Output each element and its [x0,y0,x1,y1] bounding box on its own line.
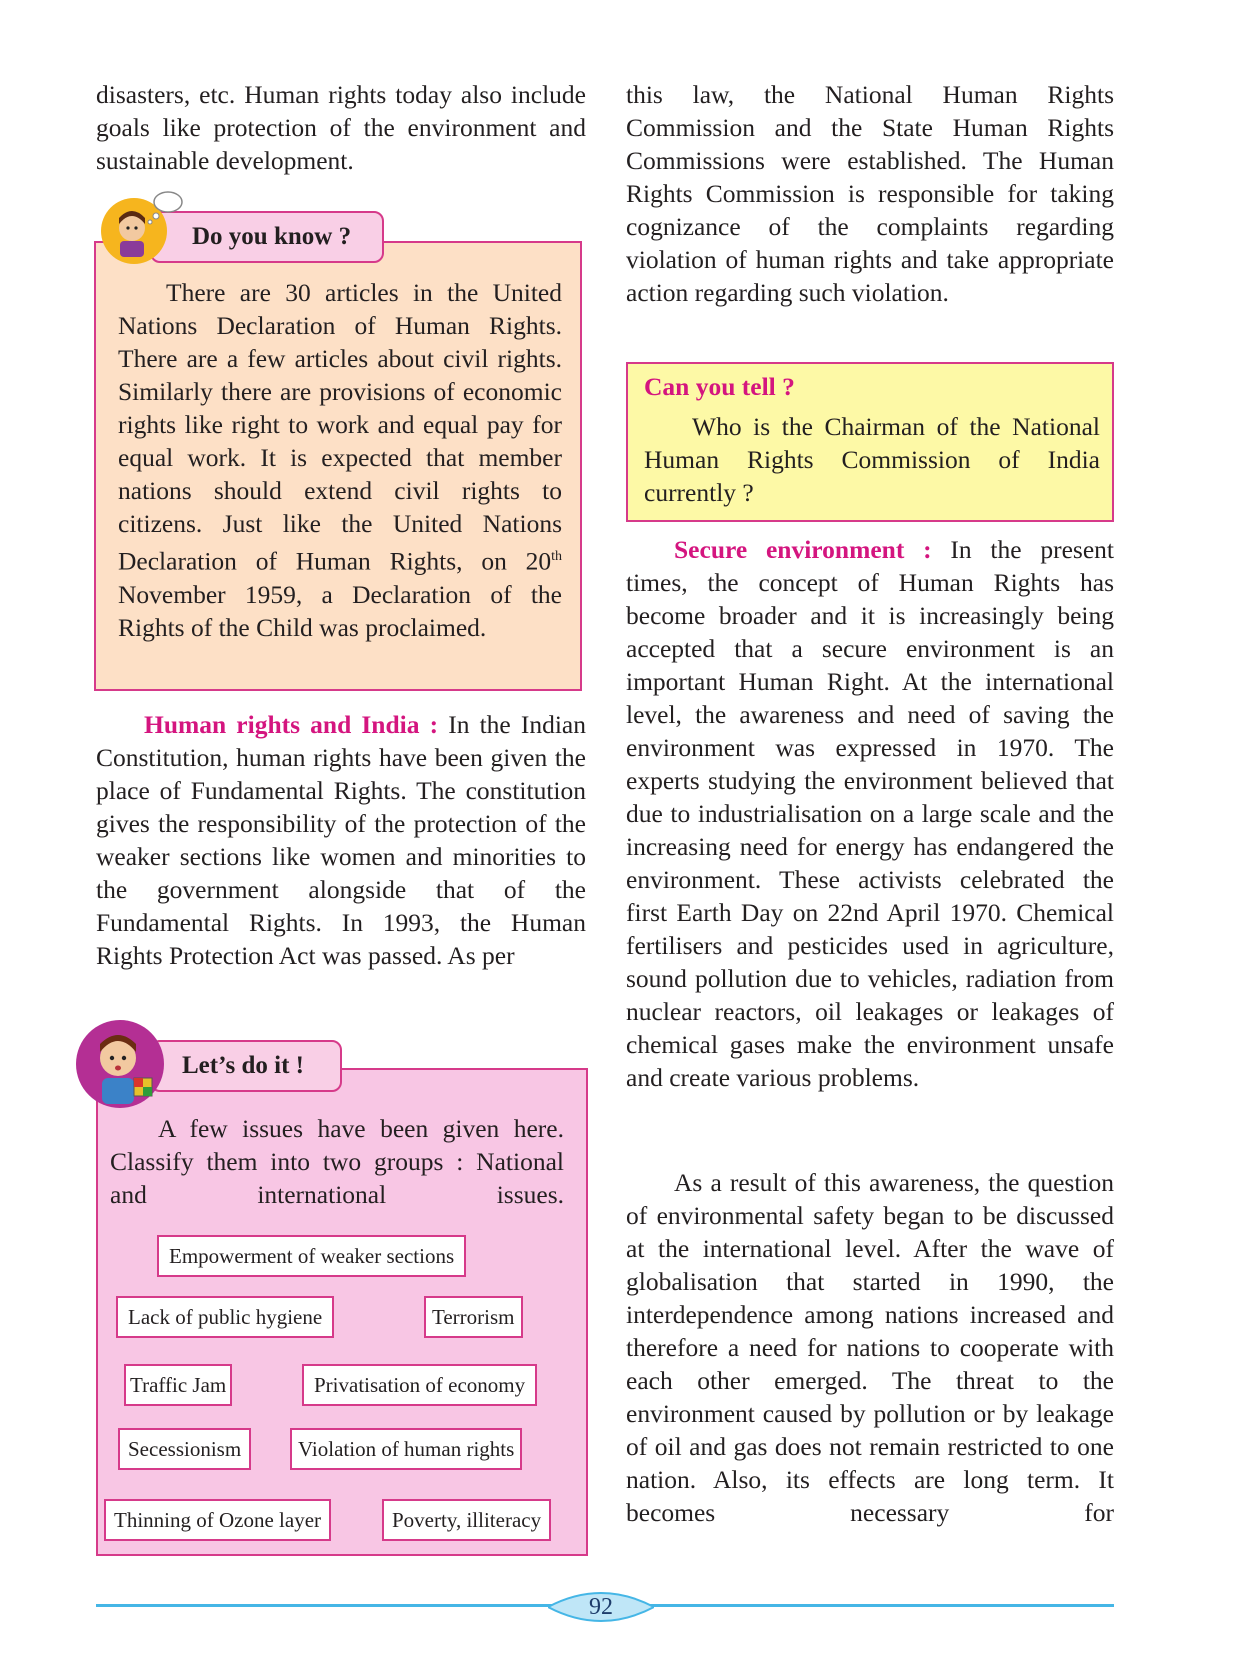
issue-violation-human-rights: Violation of human rights [290,1428,522,1470]
lets-do-it-title: Let’s do it ! [150,1040,342,1092]
secure-environment-paragraph: Secure environment : In the present times, the concept of Human Rights has become broader and it is increasingly being accepted that a secure environment is an important Human Right. At the international level, the awareness and need of saving the environment was expressed in 1970. The experts studying the environment believed that due to industrialisation on a large scale and the increasing need for energy has endangered the environment. These activists celebrated the first Earth Day on 22nd April 1970. Chemical fertilisers and pesticides used in agriculture, sound pollution due to vehicles, radiation from nuclear reactors, oil leakages or leakages of chemical gases make the environment unsafe and create various problems. [626,535,1115,1092]
can-you-tell-question: Who is the Chairman of the National Human Rights Commission of India currently ? [644,412,1100,507]
human-rights-india-heading: Human rights and India : [144,710,439,739]
issue-privatisation: Privatisation of economy [302,1364,537,1406]
issue-terrorism: Terrorism [424,1296,523,1338]
intro-paragraph: disasters, etc. Human rights today also include goals like protection of the environment and sustainable development. [96,80,586,175]
page-number: 92 [589,1594,613,1620]
footer-rule-right [644,1604,1114,1607]
lets-do-it-text: A few issues have been given here. Classify them into two groups : National and international issues. [110,1114,564,1209]
do-you-know-text: There are 30 articles in the United Nations Declaration of Human Rights. There are a few articles about civil rights. Similarly there are provisions of economic rights like right to work and equal pay for equal work. It is expected that member nations should extend civil rights to citizens. Just like the United Nations Declaration of Human Rights, on 20th November 1959, a Declaration of the Rights of the Child was proclaimed. [118,278,562,642]
can-you-tell-title: Can you tell ? [644,372,795,401]
issue-poverty-illiteracy: Poverty, illiteracy [382,1499,551,1541]
issue-empowerment: Empowerment of weaker sections [157,1235,466,1277]
secure-environment-heading: Secure environment : [674,535,932,564]
issue-traffic-jam: Traffic Jam [124,1364,232,1406]
issue-secessionism: Secessionism [118,1428,251,1470]
boy-with-cube-icon [72,1016,172,1116]
issue-ozone-layer: Thinning of Ozone layer [104,1499,331,1541]
issue-public-hygiene: Lack of public hygiene [116,1296,334,1338]
footer-rule-left [96,1604,558,1607]
commission-paragraph: this law, the National Human Rights Commission and the State Human Rights Commissions were established. The Human Rights Commission is responsible for taking cognizance of the complaints regarding violation of human rights and take appropriate action regarding such violation. [626,80,1114,307]
do-you-know-title: Do you know ? [150,211,384,263]
human-rights-india-paragraph: Human rights and India : In the Indian Constitution, human rights have been given the place of Fundamental Rights. The constitution gives the responsibility of the protection of the weaker sections like women and minorities to the government alongside that of the Fundamental Rights. In 1993, the Human Rights Protection Act was passed. As per [96,710,586,970]
awareness-paragraph: As a result of this awareness, the question of environmental safety began to be discussed at the international level. After the wave of globalisation that started in 1990, the interdependence among nations increased and therefore a need for nations to cooperate with each other emerged. The threat to the environment caused by pollution or by leakage of oil and gas does not remain restricted to one nation. Also, its effects are long term. It becomes necessary for [626,1168,1114,1527]
thinking-boy-icon [92,186,192,266]
